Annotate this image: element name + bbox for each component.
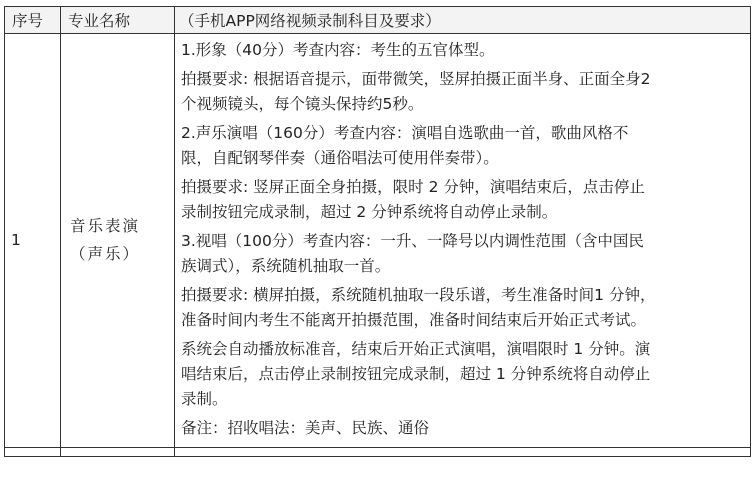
- requirements-content: [175, 34, 751, 448]
- empty-cell: [5, 447, 61, 456]
- text-line: 录制按钮完成录制，超过 2 分钟系统将自动停止录制。: [181, 203, 558, 221]
- text-line: 系统会自动播放标准音，结束后开始正式演唱，演唱限时 1 分钟。演: [181, 340, 651, 359]
- text-line: 唱结束后，点击停止录制按钮完成录制，超过 1 分钟系统将自动停止: [181, 365, 651, 383]
- para-vocal-score: [181, 121, 746, 170]
- header-major: 专业名称: [61, 7, 175, 34]
- text-line: 拍摄要求: 根据语音提示，面带微笑，竖屏拍摄正面半身、正面全身2: [181, 70, 651, 89]
- text-line: 族调式），系统随机抽取一首。: [181, 257, 391, 275]
- text-line: 录制。: [181, 389, 228, 408]
- table-row: [5, 34, 751, 448]
- para-remark: [181, 416, 746, 441]
- para-sightsinging-score: [181, 229, 746, 278]
- para-vocal-shooting: [181, 175, 746, 224]
- table-row-empty: [5, 447, 751, 456]
- table-header-row: [5, 7, 751, 34]
- text-line: 拍摄要求: 竖屏正面全身拍摄，限时 2 分钟，演唱结束后，点击停止: [181, 178, 645, 197]
- row-number: 1: [5, 34, 61, 448]
- text-line: 限，自配钢琴伴奏（通俗唱法可使用伴奏带）。: [181, 149, 499, 167]
- header-requirements: （手机APP网络视频录制科目及要求）: [175, 7, 751, 34]
- major-line: 音乐表演: [70, 217, 141, 236]
- header-number: 序号: [5, 7, 61, 34]
- para-system-playback: [181, 337, 746, 411]
- text-line: 3.视唱（100分）考查内容：一升、一降号以内调性范围（含中国民: [181, 232, 644, 251]
- exam-requirements-table: [4, 6, 751, 457]
- text-line: 拍摄要求: 横屏拍摄，系统随机抽取一段乐谱，考生准备时间1 分钟，: [181, 286, 656, 305]
- major-name: [61, 34, 175, 448]
- text-line: 备注：招收唱法：美声、民族、通俗: [181, 419, 430, 437]
- text-line: 个视频镜头，每个镜头保持约5秒。: [181, 95, 424, 113]
- empty-cell: [175, 447, 751, 456]
- empty-cell: [61, 447, 175, 456]
- para-image-score: [181, 38, 746, 63]
- text-line: 准备时间内考生不能离开拍摄范围，准备时间结束后开始正式考试。: [181, 311, 647, 329]
- text-line: 1.形象（40分）考查内容：考生的五官体型。: [181, 41, 495, 59]
- major-line: （声乐）: [70, 245, 141, 264]
- text-line: 2.声乐演唱（160分）考查内容：演唱自选歌曲一首，歌曲风格不: [181, 124, 629, 143]
- para-sightsinging-shooting: [181, 283, 746, 332]
- para-image-shooting: [181, 67, 746, 116]
